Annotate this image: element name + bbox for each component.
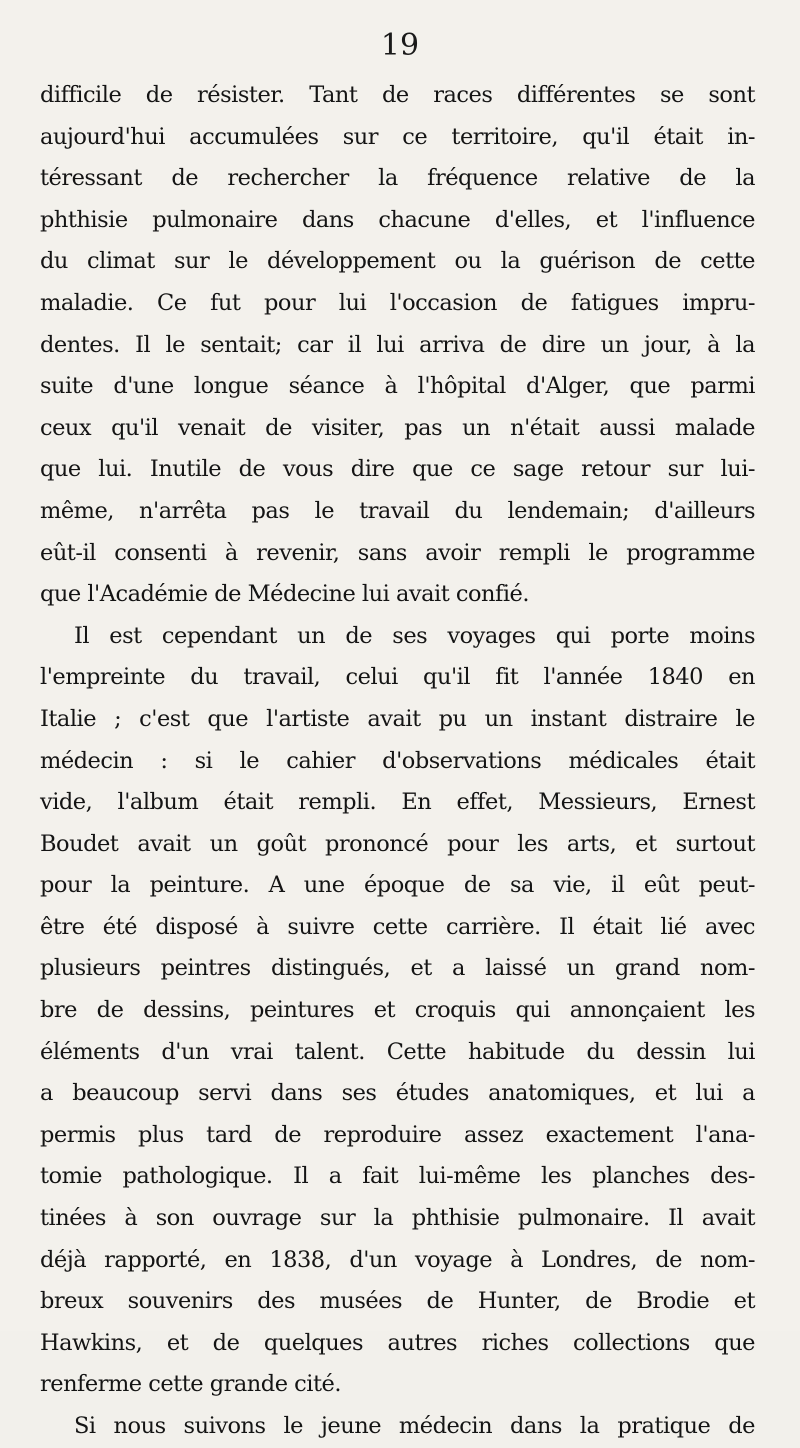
body-text [40, 75, 755, 1448]
paragraph [40, 616, 755, 1406]
text-line: eût-il consenti à revenir, sans avoir rempli le programme [40, 539, 755, 566]
text-line: bre de dessins, peintures et croquis qui annonçaient les [40, 997, 755, 1024]
text-line: que lui. Inutile de vous dire que ce sage retour sur lui- [40, 456, 755, 483]
text-line: même, n'arrêta pas le travail du lendemain; d'ailleurs [40, 497, 755, 524]
page-number: 19 [380, 28, 420, 63]
text-line: vide, l'album était rempli. En effet, Messieurs, Ernest [40, 789, 755, 816]
text-line: renferme cette grande cité. [40, 1371, 341, 1398]
text-line: Si nous suivons le jeune médecin dans la pratique de [74, 1413, 755, 1439]
paragraph [40, 75, 755, 616]
text-line: difficile de résister. Tant de races différentes se sont [40, 82, 755, 108]
text-line: breux souvenirs des musées de Hunter, de Brodie et [40, 1288, 755, 1315]
text-line: tinées à son ouvrage sur la phthisie pulmonaire. Il avait [40, 1205, 755, 1232]
paragraph [40, 1406, 755, 1448]
text-line: tomie pathologique. Il a fait lui-même les planches des- [40, 1163, 755, 1190]
text-line: maladie. Ce fut pour lui l'occasion de fatigues impru- [40, 289, 755, 316]
text-line: permis plus tard de reproduire assez exactement l'ana- [40, 1121, 755, 1148]
text-line: a beaucoup servi dans ses études anatomiques, et lui a [40, 1080, 755, 1107]
text-line: l'empreinte du travail, celui qu'il fit l'année 1840 en [40, 664, 755, 691]
text-line: Hawkins, et de quelques autres riches collections que [40, 1329, 755, 1356]
text-line: plusieurs peintres distingués, et a laissé un grand nom- [40, 955, 755, 982]
text-line: Italie ; c'est que l'artiste avait pu un instant distraire le [40, 705, 755, 732]
text-line: téressant de rechercher la fréquence relative de la [40, 165, 755, 192]
text-line: médecin : si le cahier d'observations médicales était [40, 747, 755, 774]
text-line: éléments d'un vrai talent. Cette habitude du dessin lui [40, 1038, 755, 1065]
text-line: déjà rapporté, en 1838, d'un voyage à Londres, de nom- [40, 1246, 755, 1273]
text-line: être été disposé à suivre cette carrière. Il était lié avec [40, 913, 755, 940]
text-line: aujourd'hui accumulées sur ce territoire, qu'il était in- [40, 123, 755, 150]
text-line: du climat sur le développement ou la guérison de cette [40, 248, 755, 275]
text-line: pour la peinture. A une époque de sa vie, il eût peut- [40, 872, 755, 899]
text-line: Il est cependant un de ses voyages qui porte moins [74, 622, 755, 649]
text-line: phthisie pulmonaire dans chacune d'elles, et l'influence [40, 206, 755, 233]
text-line: que l'Académie de Médecine lui avait confié. [40, 581, 530, 608]
text-line: dentes. Il le sentait; car il lui arriva de dire un jour, à la [40, 331, 755, 358]
text-line: suite d'une longue séance à l'hôpital d'Alger, que parmi [40, 373, 755, 400]
text-line: Boudet avait un goût prononcé pour les arts, et surtout [40, 830, 755, 857]
text-line: ceux qu'il venait de visiter, pas un n'était aussi malade [40, 414, 755, 441]
